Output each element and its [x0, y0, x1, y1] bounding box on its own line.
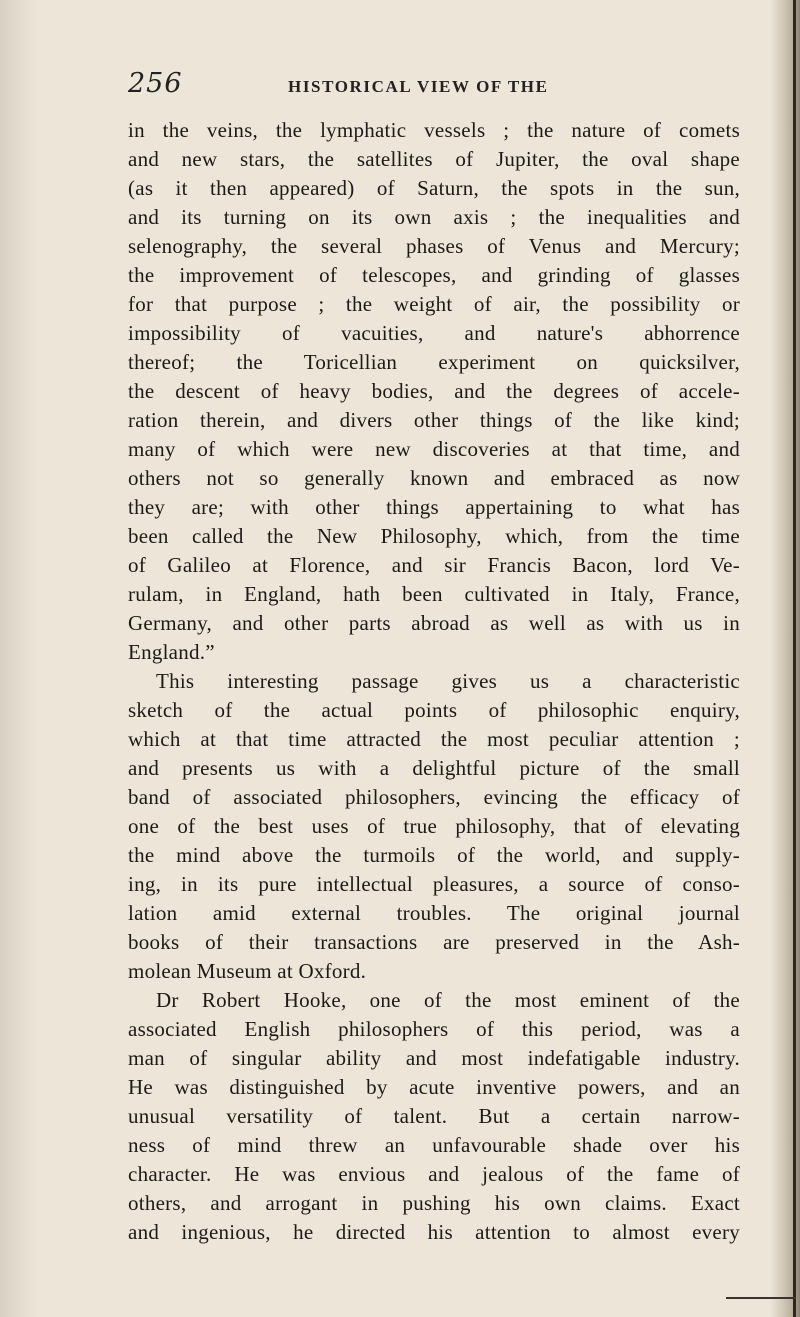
text-line: and ingenious, he directed his attention to almost every	[128, 1220, 740, 1244]
text-line: Dr Robert Hooke, one of the most eminent of the	[156, 988, 740, 1012]
book-page	[128, 68, 740, 1247]
text-line: one of the best uses of true philosophy, that of elevating	[128, 814, 740, 838]
text-line: of Galileo at Florence, and sir Francis Bacon, lord Ve-	[128, 553, 740, 577]
text-line: thereof; the Toricellian experiment on quicksilver,	[128, 350, 740, 374]
text-line: molean Museum at Oxford.	[128, 959, 367, 983]
text-line: This interesting passage gives us a characteristic	[156, 669, 740, 693]
text-line: impossibility of vacuities, and nature's abhorrence	[128, 321, 740, 345]
text-line: ration therein, and divers other things of the like kind;	[128, 408, 740, 432]
text-line: which at that time attracted the most peculiar attention ;	[128, 727, 740, 751]
running-title: HISTORICAL VIEW OF THE	[288, 77, 549, 96]
text-line: many of which were new discoveries at that time, and	[128, 437, 740, 461]
text-line: lation amid external troubles. The original journal	[128, 901, 740, 925]
page-number: 256	[128, 68, 183, 99]
text-line: sketch of the actual points of philosophic enquiry,	[128, 698, 740, 722]
text-line: and its turning on its own axis ; the inequalities and	[128, 205, 740, 229]
text-line: and new stars, the satellites of Jupiter, the oval shape	[128, 147, 740, 171]
page-corner-mark	[726, 1297, 796, 1299]
text-line: character. He was envious and jealous of the fame of	[128, 1162, 740, 1186]
text-line: ing, in its pure intellectual pleasures, a source of conso-	[128, 872, 740, 896]
text-line: and presents us with a delightful picture of the small	[128, 756, 740, 780]
body-text	[128, 116, 740, 1247]
text-line: rulam, in England, hath been cultivated in Italy, France,	[128, 582, 740, 606]
text-line: Germany, and other parts abroad as well as with us in	[128, 611, 740, 635]
text-line: the improvement of telescopes, and grinding of glasses	[128, 263, 740, 287]
text-line: the descent of heavy bodies, and the degrees of accele-	[128, 379, 740, 403]
running-head	[128, 68, 740, 108]
text-line: man of singular ability and most indefatigable industry.	[128, 1046, 740, 1070]
text-line: they are; with other things appertaining to what has	[128, 495, 740, 519]
text-line: the mind above the turmoils of the world, and supply-	[128, 843, 740, 867]
text-line: unusual versatility of talent. But a certain narrow-	[128, 1104, 740, 1128]
text-line: England.”	[128, 640, 215, 664]
text-line: band of associated philosophers, evincing the efficacy of	[128, 785, 740, 809]
text-line: others not so generally known and embraced as now	[128, 466, 740, 490]
page-gutter-shadow	[0, 0, 38, 1317]
text-line: others, and arrogant in pushing his own claims. Exact	[128, 1191, 740, 1215]
text-line: been called the New Philosophy, which, from the time	[128, 524, 740, 548]
binding-edge-line	[793, 0, 796, 1317]
text-line: associated English philosophers of this period, was a	[128, 1017, 740, 1041]
text-line: for that purpose ; the weight of air, the possibility or	[128, 292, 740, 316]
text-line: selenography, the several phases of Venus and Mercury;	[128, 234, 740, 258]
text-line: (as it then appeared) of Saturn, the spots in the sun,	[128, 176, 740, 200]
text-line: He was distinguished by acute inventive powers, and an	[128, 1075, 740, 1099]
text-line: in the veins, the lymphatic vessels ; the nature of comets	[128, 118, 740, 142]
text-line: books of their transactions are preserved in the Ash-	[128, 930, 740, 954]
text-line: ness of mind threw an unfavourable shade over his	[128, 1133, 740, 1157]
